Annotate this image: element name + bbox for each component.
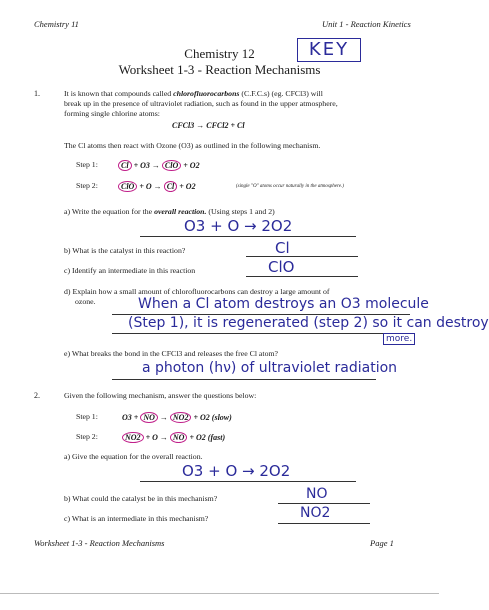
q1-step2-note: (single "O" atoms occur naturally in the atmosphere.) [236,184,344,189]
q2b-question: b) What could the catalyst be in this mechanism? [64,494,218,503]
q1-step2-mid: + O → [139,182,162,191]
q1-step1-mid: + O3 → [133,161,160,170]
q1-step2-cl-circled: Cl [164,181,178,192]
q1e-question: e) What breaks the bond in the CFCl3 and releases the free Cl atom? [64,349,278,358]
q1b-answer: Cl [275,239,290,257]
q1-intro-bold: chlorofluorocarbons [173,89,240,98]
q2-step1-no2-circled: NO2 [170,412,192,423]
q2b-answer-line [278,503,370,504]
q1a-bold: overall reaction. [154,207,207,216]
q1-step2-clo-circled: ClO [118,181,137,192]
q2-step2-no-circled: NO [170,432,188,443]
q2-step2-label: Step 2: [76,432,98,441]
q1a-question [64,207,275,217]
q1d-question-line1: d) Explain how a small amount of chlorofluorocarbons can destroy a large amount of [64,287,330,296]
q1b-answer-line [246,256,358,257]
page-subtitle: Worksheet 1-3 - Reaction Mechanisms [118,62,321,77]
q1-step1 [118,160,200,171]
q1c-answer: ClO [268,258,295,276]
page-edge-divider [0,593,439,594]
q1d-answer-line3: more. [383,333,415,345]
q1e-answer: a photon (hν) of ultraviolet radiation [142,360,398,376]
q1d-answer-line1: When a Cl atom destroys an O3 molecule [138,296,429,312]
q1a-text: Write the equation for the [71,207,153,216]
q1-step2 [118,181,196,192]
header-right: Unit 1 - Reaction Kinetics [322,19,411,29]
q1d-question-line2: ozone. [75,297,96,306]
q1-intro-line1 [64,89,323,99]
q2c-answer: NO2 [300,505,331,521]
q1a-answer-line [140,236,356,237]
q2-step2-no2-circled: NO2 [122,432,144,443]
q1-intro-b: (C.F.C.s) (eg. CFCl3) will [241,89,323,98]
q1-step2-label: Step 2: [76,181,98,190]
q2a-answer-line [140,481,356,482]
q1-step1-label: Step 1: [76,160,98,169]
q2-number: 2. [34,391,40,400]
q1-step1-end: + O2 [183,161,200,170]
q1a-letter: a) [64,207,71,216]
q1-intro-line2: break up in the presence of ultraviolet radiation, such as found in the upper atmosphere, [64,99,338,108]
q2-step1-pre: O3 + [122,413,139,422]
q2-intro: Given the following mechanism, answer the questions below: [64,391,257,400]
q1-step1-clo-circled: ClO [162,160,181,171]
header-left: Chemistry 11 [34,19,79,29]
q2-step2 [122,432,225,443]
q1a-answer: O3 + O → 2O2 [184,217,293,235]
q1a-tail: (Using steps 1 and 2) [208,207,275,216]
q1d-answer-line2: (Step 1), it is regenerated (step 2) so it can destroy [128,315,489,331]
q2-step2-mid: + O → [145,433,168,442]
q2-step2-end: + O2 (fast) [189,433,226,442]
q2-step1 [122,412,232,423]
q2-step1-no-circled: NO [140,412,158,423]
q2a-question: a) Give the equation for the overall reaction. [64,452,203,461]
q1-number: 1. [34,89,40,98]
q1-equation: CFCl3 → CFCl2 + Cl [172,121,245,130]
q2c-answer-line [278,523,370,524]
page-title: Chemistry 12 [184,46,255,61]
q2-step1-end: + O2 (slow) [193,413,232,422]
q2b-answer: NO [306,486,328,502]
q1e-answer-line [112,379,376,380]
q1-step2-end: + O2 [179,182,196,191]
q1-step1-cl-circled: Cl [118,160,132,171]
q2-step1-arrow: → [159,413,168,422]
key-stamp: KEY [297,38,361,62]
q1c-question: c) Identify an intermediate in this reaction [64,266,196,275]
q1d-rule2 [112,333,410,334]
q1-intro-line3: forming single chlorine atoms: [64,109,160,118]
q1c-answer-line [246,276,358,277]
footer-left: Worksheet 1-3 - Reaction Mechanisms [34,538,165,548]
q2a-answer: O3 + O → 2O2 [182,462,291,480]
q2c-question: c) What is an intermediate in this mechanism? [64,514,209,523]
q1b-question: b) What is the catalyst in this reaction? [64,246,186,255]
q2-step1-label: Step 1: [76,412,98,421]
q1-intro-a: It is known that compounds called [64,89,172,98]
footer-right: Page 1 [370,538,394,548]
q1-ozone-text: The Cl atoms then react with Ozone (O3) as outlined in the following mechanism. [64,141,321,150]
